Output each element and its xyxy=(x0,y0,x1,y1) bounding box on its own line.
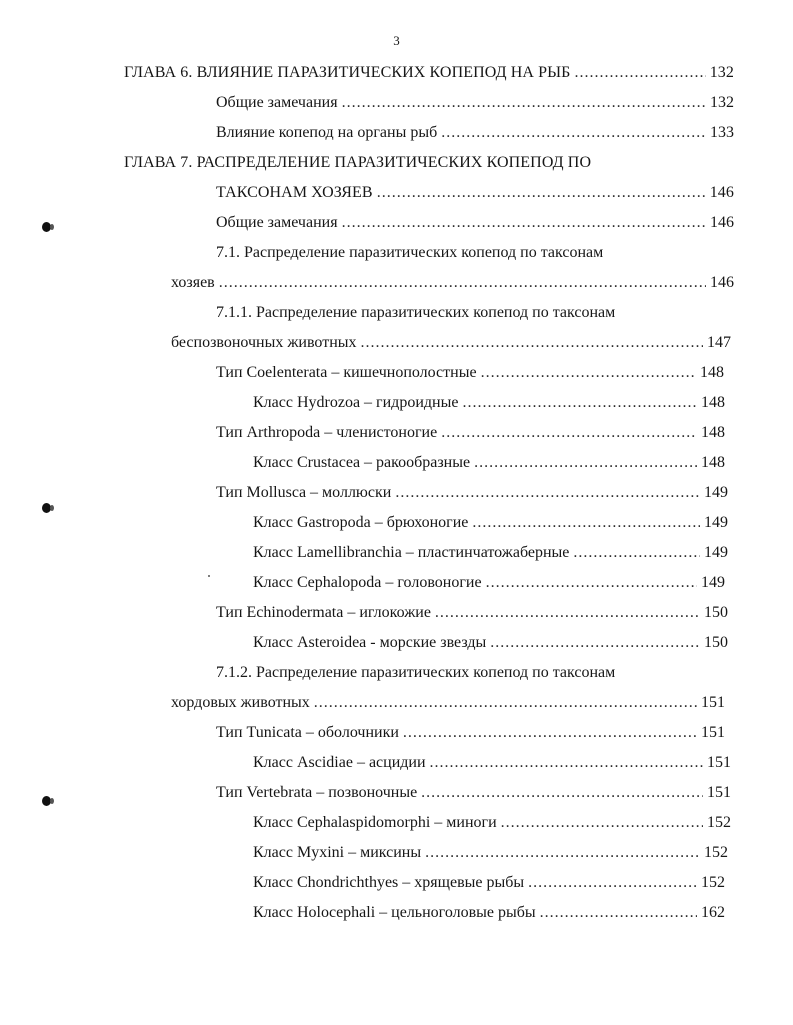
toc-entry xyxy=(171,268,734,298)
punch-hole-mark xyxy=(42,503,51,513)
toc-entry-title: Тип Echinodermata – иглокожие xyxy=(216,604,431,621)
dot-leader xyxy=(314,688,697,718)
toc-entry xyxy=(216,88,734,118)
dot-leader xyxy=(361,328,703,358)
dot-leader xyxy=(342,88,706,118)
scan-speck xyxy=(208,575,210,577)
toc-entry xyxy=(171,328,731,358)
toc-entry-title: ГЛАВА 6. ВЛИЯНИЕ ПАРАЗИТИЧЕСКИХ КОПЕПОД НА РЫБ xyxy=(124,64,571,81)
dot-leader xyxy=(441,418,697,448)
dot-leader xyxy=(574,58,705,88)
dot-leader xyxy=(430,748,703,778)
toc-entry xyxy=(216,598,728,628)
toc-entry xyxy=(216,358,724,388)
toc-entry-page: 146 xyxy=(710,274,734,291)
dot-leader xyxy=(425,838,700,868)
toc-entry xyxy=(253,508,728,538)
toc-entry-title: хозяев xyxy=(171,274,215,291)
toc-entry-page: 149 xyxy=(701,574,725,591)
toc-entry-title: Класс Holocephali – цельноголовые рыбы xyxy=(253,904,536,921)
toc-entry xyxy=(253,898,725,928)
toc-entry xyxy=(216,208,734,238)
dot-leader xyxy=(472,508,700,538)
toc-entry-title: Тип Arthropoda – членистоногие xyxy=(216,424,438,441)
toc-entry-title: Класс Asteroidea - морские звезды xyxy=(253,634,487,651)
toc-entry xyxy=(253,448,725,478)
toc-entry-page: 151 xyxy=(707,754,731,771)
dot-leader xyxy=(342,208,706,238)
toc-entry xyxy=(253,388,725,418)
dot-leader xyxy=(490,628,700,658)
toc-entry xyxy=(216,778,731,808)
toc-entry-title: Тип Coelenterata – кишечнополостные xyxy=(216,364,477,381)
dot-leader xyxy=(403,718,697,748)
dot-leader xyxy=(481,358,696,388)
toc-entry-page: 151 xyxy=(701,724,725,741)
toc-entry xyxy=(216,478,728,508)
toc-entry-title: 7.1. Распределение паразитических копепод по таксонам xyxy=(216,244,604,261)
toc-entry-page: 152 xyxy=(704,844,728,861)
toc-entry-page: 148 xyxy=(701,454,725,471)
toc-entry-page: 150 xyxy=(704,604,728,621)
dot-leader xyxy=(528,868,697,898)
dot-leader xyxy=(441,118,706,148)
toc-entry-title: Класс Cephalaspidomorphi – миноги xyxy=(253,814,497,831)
toc-entry-page: 152 xyxy=(701,874,725,891)
dot-leader xyxy=(435,598,700,628)
toc-entry-page: 151 xyxy=(701,694,725,711)
toc-entry-page: 146 xyxy=(710,214,734,231)
toc-entry xyxy=(171,688,725,718)
dot-leader xyxy=(219,268,706,298)
toc-entry xyxy=(253,538,728,568)
toc-entry xyxy=(216,178,734,208)
toc-entry-page: 148 xyxy=(700,364,724,381)
dot-leader xyxy=(462,388,697,418)
toc-entry-title: Общие замечания xyxy=(216,94,338,111)
punch-hole-mark xyxy=(42,222,51,232)
dot-leader xyxy=(377,178,706,208)
toc-entry-title: Общие замечания xyxy=(216,214,338,231)
toc-entry xyxy=(216,238,603,268)
toc-entry-title: Влияние копепод на органы рыб xyxy=(216,124,438,141)
dot-leader xyxy=(501,808,703,838)
toc-entry-page: 148 xyxy=(701,394,725,411)
toc-entry-title: Класс Cephalopoda – головоногие xyxy=(253,574,482,591)
punch-hole-mark xyxy=(42,796,51,806)
toc-entry xyxy=(216,118,734,148)
toc-entry xyxy=(253,748,731,778)
toc-entry xyxy=(124,148,591,178)
toc-entry xyxy=(216,658,615,688)
toc-entry-title: ТАКСОНАМ ХОЗЯЕВ xyxy=(216,184,373,201)
toc-entry-page: 149 xyxy=(704,484,728,501)
toc-entry-title: Класс Hydrozoa – гидроидные xyxy=(253,394,459,411)
toc-entry-title: Тип Mollusca – моллюски xyxy=(216,484,392,501)
toc-entry-page: 133 xyxy=(710,124,734,141)
toc-entry-page: 151 xyxy=(707,784,731,801)
toc-entry-page: 162 xyxy=(701,904,725,921)
toc-entry-page: 132 xyxy=(709,64,734,81)
page-number: 3 xyxy=(393,33,400,48)
toc-entry-title: 7.1.2. Распределение паразитических копепод по таксонам xyxy=(216,664,616,681)
toc-entry-page: 149 xyxy=(704,544,728,561)
dot-leader xyxy=(486,568,697,598)
toc-entry-title: Класс Chondrichthyes – хрящевые рыбы xyxy=(253,874,525,891)
toc-entry-page: 149 xyxy=(704,514,728,531)
dot-leader xyxy=(573,538,700,568)
toc-entry-title: Тип Tunicata – оболочники xyxy=(216,724,399,741)
dot-leader xyxy=(540,898,697,928)
toc-entry-title: Класс Lamellibranchia – пластинчатожаберные xyxy=(253,544,570,561)
toc-entry-page: 147 xyxy=(707,334,731,351)
toc-entry-page: 132 xyxy=(710,94,734,111)
toc-entry xyxy=(253,838,728,868)
toc-entry-title: хордовых животных xyxy=(171,694,310,711)
toc-entry xyxy=(216,298,615,328)
toc-entry-page: 146 xyxy=(709,184,734,201)
dot-leader xyxy=(474,448,697,478)
toc-entry xyxy=(216,718,725,748)
toc-entry xyxy=(124,58,734,88)
toc-entry-page: 148 xyxy=(701,424,725,441)
toc-entry xyxy=(253,628,728,658)
toc-entry-title: Класс Crustacea – ракообразные xyxy=(253,454,471,471)
toc-entry-title: ГЛАВА 7. РАСПРЕДЕЛЕНИЕ ПАРАЗИТИЧЕСКИХ КОПЕПОД ПО xyxy=(124,154,592,171)
toc-entry-title: Класс Ascidiae – асцидии xyxy=(253,754,426,771)
toc-entry xyxy=(253,808,731,838)
toc-entry-page: 152 xyxy=(707,814,731,831)
toc-entry-title: беспозвоночных животных xyxy=(171,334,357,351)
toc-entry-title: 7.1.1. Распределение паразитических копепод по таксонам xyxy=(216,304,616,321)
dot-leader xyxy=(395,478,700,508)
toc-entry xyxy=(216,418,725,448)
toc-entry-page: 150 xyxy=(704,634,728,651)
toc-entry-title: Класс Myxini – миксины xyxy=(253,844,422,861)
dot-leader xyxy=(421,778,703,808)
toc-entry-title: Класс Gastropoda – брюхоногие xyxy=(253,514,469,531)
toc-entry xyxy=(253,868,725,898)
toc-entry-title: Тип Vertebrata – позвоночные xyxy=(216,784,418,801)
toc-entry xyxy=(253,568,725,598)
